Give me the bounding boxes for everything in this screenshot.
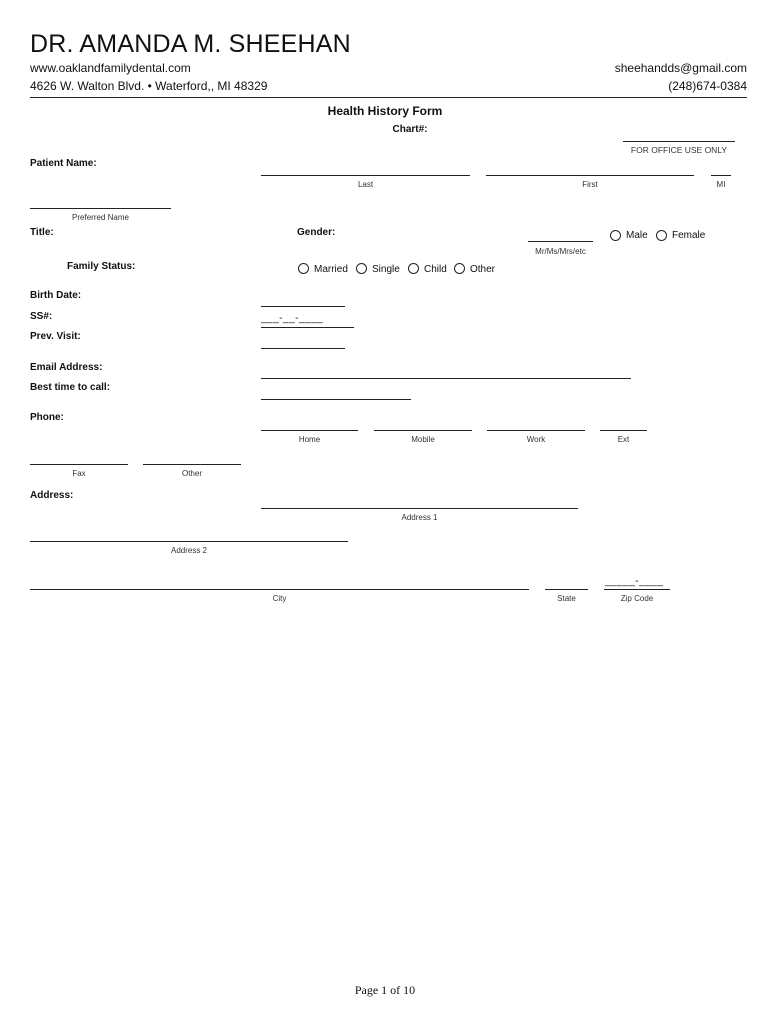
zip-caption: Zip Code [620,594,654,603]
mobile-phone-field[interactable] [374,430,472,431]
zip-mask: _____-____ [605,576,664,587]
city-field[interactable] [30,589,529,590]
website-link[interactable]: www.oaklandfamilydental.com [30,61,191,75]
gender-female-label: Female [672,230,706,241]
middle-initial-caption: MI [716,180,726,189]
address1-caption: Address 1 [401,513,438,522]
chart-number-field[interactable] [623,141,735,142]
mobile-phone-caption: Mobile [411,435,435,444]
fax-caption: Fax [72,469,86,478]
birth-date-label: Birth Date: [30,290,82,301]
header-divider [30,97,747,98]
prev-visit-field[interactable] [261,348,345,349]
address2-caption: Address 2 [170,546,208,555]
ss-label: SS#: [30,311,53,322]
doctor-name: DR. AMANDA M. SHEEHAN [30,30,351,58]
form-title: Health History Form [327,104,443,118]
best-time-label: Best time to call: [30,382,111,393]
home-phone-caption: Home [298,435,321,444]
family-other-label: Other [470,264,496,275]
office-phone: (248)674-0384 [668,79,747,93]
first-name-field[interactable] [486,175,694,176]
preferred-name-field[interactable] [30,208,171,209]
phone-label: Phone: [30,412,64,423]
last-name-field[interactable] [261,175,470,176]
family-single-radio[interactable] [356,263,367,274]
office-use-caption: FOR OFFICE USE ONLY [630,145,728,155]
ss-field[interactable] [261,327,354,328]
home-phone-field[interactable] [261,430,358,431]
last-name-caption: Last [357,180,374,189]
work-phone-field[interactable] [487,430,585,431]
email-field[interactable] [261,378,631,379]
other-phone-caption: Other [181,469,202,478]
ext-caption: Ext [617,435,630,444]
title-field[interactable] [528,241,593,242]
gender-male-label: Male [626,230,648,241]
family-status-label: Family Status: [67,261,136,272]
fax-field[interactable] [30,464,128,465]
page-number: Page 1 of 10 [354,983,416,997]
birth-date-field[interactable] [261,306,345,307]
family-married-radio[interactable] [298,263,309,274]
patient-name-label: Patient Name: [30,158,97,169]
chart-number-label: Chart#: [392,124,428,135]
zip-field[interactable] [604,589,670,590]
address2-field[interactable] [30,541,348,542]
ss-mask: ___-__-____ [261,313,324,324]
gender-male-radio[interactable] [610,230,621,241]
address-label: Address: [30,490,74,501]
preferred-name-caption: Preferred Name [72,213,129,222]
family-child-label: Child [424,264,447,275]
state-caption: State [557,594,576,603]
best-time-field[interactable] [261,399,411,400]
office-address: 4626 W. Walton Blvd. • Waterford,, MI 48329 [30,79,268,93]
title-caption: Mr/Ms/Mrs/etc [535,247,586,256]
family-single-label: Single [372,264,400,275]
ext-field[interactable] [600,430,647,431]
city-caption: City [272,594,287,603]
work-phone-caption: Work [526,435,546,444]
address1-field[interactable] [261,508,578,509]
family-married-label: Married [314,264,348,275]
state-field[interactable] [545,589,588,590]
email-label: Email Address: [30,362,103,373]
middle-initial-field[interactable] [711,175,731,176]
family-child-radio[interactable] [408,263,419,274]
title-label: Title: [30,227,54,238]
gender-label: Gender: [297,227,336,238]
first-name-caption: First [582,180,598,189]
email-link[interactable]: sheehandds@gmail.com [614,61,747,75]
family-other-radio[interactable] [454,263,465,274]
other-phone-field[interactable] [143,464,241,465]
gender-female-radio[interactable] [656,230,667,241]
prev-visit-label: Prev. Visit: [30,331,81,342]
